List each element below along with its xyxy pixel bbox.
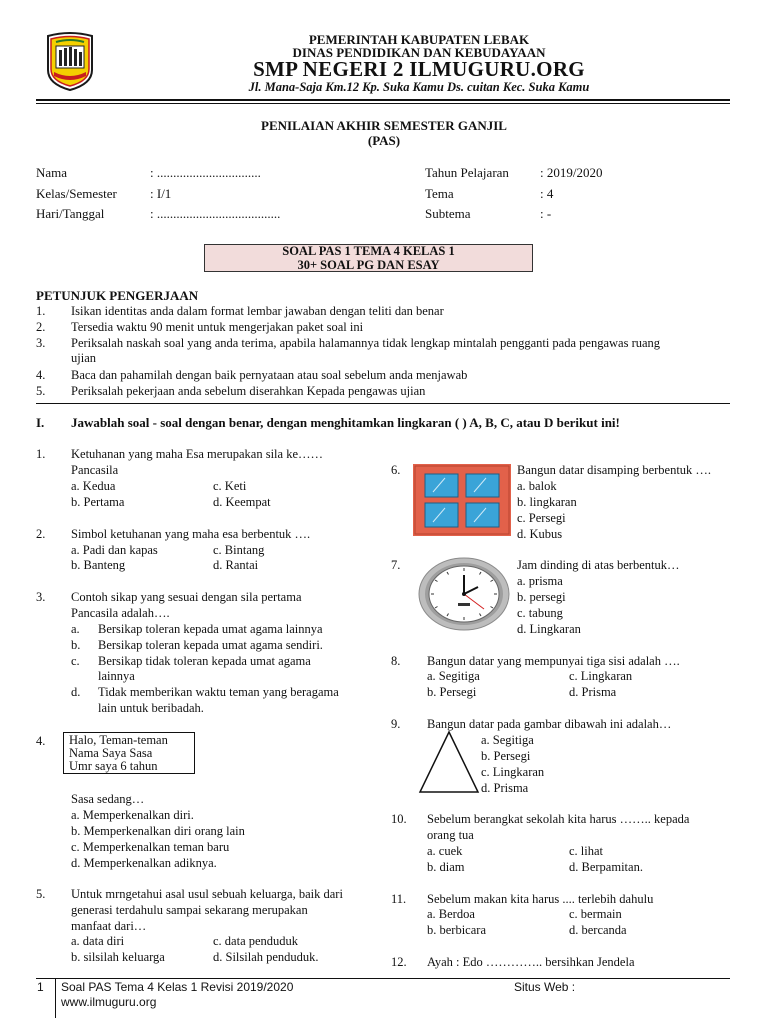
question-text: Bangun datar pada gambar dibawah ini adalah… xyxy=(427,717,672,731)
option-b[interactable]: b. Persegi xyxy=(427,685,477,699)
speech-text-box xyxy=(63,732,195,774)
option-b[interactable]: b. Banteng xyxy=(71,558,126,572)
speech-line: Umr saya 6 tahun xyxy=(69,759,158,773)
question-number: 9. xyxy=(391,717,401,731)
question-text: generasi terdahulu sampai sekarang merupakan xyxy=(71,903,308,917)
identity-label-tanggal: Hari/Tanggal xyxy=(36,206,105,221)
option-d[interactable]: d. Prisma xyxy=(569,685,617,699)
option-a[interactable]: a. Segitiga xyxy=(427,669,480,683)
option-d[interactable]: d. Keempat xyxy=(213,495,271,509)
identity-label-tema: Tema xyxy=(425,186,454,201)
option-b[interactable]: b. persegi xyxy=(517,590,566,604)
question-text: Sebelum berangkat sekolah kita harus …….. kepada xyxy=(427,812,690,826)
option-d-cont[interactable]: lain untuk beribadah. xyxy=(98,701,204,715)
exam-info-line1: SOAL PAS 1 TEMA 4 KELAS 1 xyxy=(282,244,455,258)
option-d[interactable]: d. Kubus xyxy=(517,527,563,541)
question-text: orang tua xyxy=(427,828,474,842)
option-c[interactable]: c. Lingkaran xyxy=(569,669,633,683)
identity-value-kelas: : I/1 xyxy=(150,186,172,201)
window-image xyxy=(413,464,511,536)
option-c-cont[interactable]: lainnya xyxy=(98,669,135,683)
question-number: 7. xyxy=(391,558,401,572)
identity-label-nama: Nama xyxy=(36,165,68,180)
question-number: 1. xyxy=(36,447,46,461)
option-b[interactable]: Bersikap toleran kepada umat agama sendiri. xyxy=(98,638,323,652)
question-text: manfaat dari… xyxy=(71,919,147,933)
header-government: PEMERINTAH KABUPATEN LEBAK xyxy=(308,32,530,47)
identity-label-kelas: Kelas/Semester xyxy=(36,186,117,201)
option-d[interactable]: d. Prisma xyxy=(481,781,529,795)
question-number: 10. xyxy=(391,812,407,826)
option-b[interactable]: b. Memperkenalkan diri orang lain xyxy=(71,824,245,838)
option-a[interactable]: a. Kedua xyxy=(71,479,116,493)
option-a[interactable]: a. Padi dan kapas xyxy=(71,543,158,557)
question-text: Untuk mrngetahui asal usul sebuah keluarga, baik dari xyxy=(71,887,343,901)
page-number: 1 xyxy=(37,980,44,994)
question-number: 2. xyxy=(36,527,46,541)
option-c-key: c. xyxy=(71,654,80,668)
identity-value-tanggal: : ...................................... xyxy=(150,206,281,221)
question-text: Contoh sikap yang sesuai dengan sila pertama xyxy=(71,590,302,604)
footer-site-label: Situs Web : xyxy=(514,980,576,994)
question-text: Bangun datar yang mempunyai tiga sisi adalah …. xyxy=(427,654,680,668)
exam-subtitle: (PAS) xyxy=(367,133,401,148)
footer-website-link[interactable]: www.ilmuguru.org xyxy=(61,995,157,1009)
option-c[interactable]: c. Bintang xyxy=(213,543,265,557)
question-text: Sasa sedang… xyxy=(71,792,145,806)
option-c[interactable]: c. data penduduk xyxy=(213,934,299,948)
option-d[interactable]: d. Memperkenalkan adiknya. xyxy=(71,856,217,870)
triangle-image xyxy=(418,730,480,794)
option-c[interactable]: c. Keti xyxy=(213,479,247,493)
option-a-key: a. xyxy=(71,622,80,636)
option-a[interactable]: a. Segitiga xyxy=(481,733,534,747)
question-text: Ketuhanan yang maha Esa merupakan sila ke…… xyxy=(71,447,323,461)
option-b[interactable]: b. silsilah keluarga xyxy=(71,950,165,964)
question-number: 5. xyxy=(36,887,46,901)
identity-value-tahun: : 2019/2020 xyxy=(540,165,603,180)
exam-info-line2: 30+ SOAL PG DAN ESAY xyxy=(297,257,440,272)
header-school-name: SMP NEGERI 2 ILMUGURU.ORG xyxy=(253,57,585,81)
option-d[interactable]: d. Rantai xyxy=(213,558,259,572)
question-text: Simbol ketuhanan yang maha esa berbentuk …. xyxy=(71,527,311,541)
identity-label-subtema: Subtema xyxy=(425,206,471,221)
footer-doc-title: Soal PAS Tema 4 Kelas 1 Revisi 2019/2020 xyxy=(61,980,294,994)
question-number: 3. xyxy=(36,590,46,604)
speech-line: Nama Saya Sasa xyxy=(69,746,153,760)
wall-clock-image xyxy=(418,557,510,631)
instructions-title: PETUNJUK PENGERJAAN xyxy=(36,288,199,303)
option-c[interactable]: c. Lingkaran xyxy=(481,765,545,779)
question-number: 8. xyxy=(391,654,401,668)
option-d[interactable]: d. Silsilah penduduk. xyxy=(213,950,319,964)
option-b[interactable]: b. Persegi xyxy=(481,749,531,763)
option-a[interactable]: a. Berdoa xyxy=(427,907,475,921)
identity-value-tema: : 4 xyxy=(540,186,554,201)
footer-vertical-divider xyxy=(55,978,56,1018)
question-number: 6. xyxy=(391,463,401,477)
option-d[interactable]: d. bercanda xyxy=(569,923,627,937)
question-text: Pancasila adalah…. xyxy=(71,606,170,620)
option-c[interactable]: c. bermain xyxy=(569,907,622,921)
question-number: 11. xyxy=(391,892,407,906)
option-d-key: d. xyxy=(71,685,81,699)
question-text: Ayah : Edo ………….. bersihkan Jendela xyxy=(427,955,635,969)
section-instruction: Jawablah soal - soal dengan benar, dengan menghitamkan lingkaran ( ) A, B, C, atau D berikut ini! xyxy=(71,415,620,430)
section-number: I. xyxy=(36,415,45,430)
option-b[interactable]: b. Pertama xyxy=(71,495,125,509)
option-a[interactable]: a. cuek xyxy=(427,844,463,858)
header-divider-thin xyxy=(36,103,730,104)
question-text: Pancasila xyxy=(71,463,119,477)
question-number: 12. xyxy=(391,955,407,969)
option-b[interactable]: b. berbicara xyxy=(427,923,486,937)
identity-label-tahun: Tahun Pelajaran xyxy=(425,165,509,180)
question-text: Jam dinding di atas berbentuk… xyxy=(517,558,680,572)
identity-value-nama: : ................................ xyxy=(150,165,261,180)
option-a[interactable]: a. data diri xyxy=(71,934,125,948)
option-a[interactable]: a. balok xyxy=(517,479,557,493)
option-a[interactable]: a. Memperkenalkan diri. xyxy=(71,808,194,822)
option-c[interactable]: c. Memperkenalkan teman baru xyxy=(71,840,230,854)
exam-page: PEMERINTAH KABUPATEN LEBAK DINAS PENDIDIKAN DAN KEBUDAYAAN SMP NEGERI 2 ILMUGURU.ORG Jl. Mana-Saja Km.12 Kp. Suka Kamu Ds. cuitan Kec. Suka Kamu PENILAIAN AKHIR SEMESTER GANJIL (PAS) Nama : ................................ Kelas/Semester : I/1 Hari/Tanggal : ...................................... Tahun Pelajaran : 2019/2020 Tema : 4 Subtema : - SOAL PAS 1 TEMA 4 KELAS 1 30+ SOAL PG DAN ESAY PETUNJUK PENGERJAAN 1. Isikan identitas anda dalam format lembar jawaban dengan teliti dan benar 2. Tersedia waktu 90 menit untuk mengerjakan paket soal ini 3. Periksalah naskah soal yang anda terima, apabila halamannya tidak lengkap mintalah pengganti pada pengawas ruang ujian 4. Baca dan pahamilah dengan baik pernyataan atau soal sebelum anda menjawab 5. Periksalah pekerjaan anda sebelum diserahkan Kepada pengawas ujian I. Jawablah soal - soal dengan benar, dengan menghitamkan lingkaran ( ) A, B, C, atau D berikut ini! 1. Ketuhanan yang maha Esa merupakan sila ke…… Pancasila a. Kedua c. Keti b. Pertama d. Keempat 2. Simbol ketuhanan yang maha esa berbentuk …. a. Padi dan kapas c. Bintang b. Banteng d. Rantai 3. Contoh sikap yang sesuai dengan sila pertama Pancasila adalah…. a. Bersikap toleran kepada umat agama lainnya b. Bersikap toleran kepada umat agama sendiri. c. Bersikap tidak toleran kepada umat agama lainnya d. Tidak memberikan waktu teman yang beragama lain untuk beribadah. 4. Halo, Teman-teman Nama Saya Sasa Umr saya 6 tahun Sasa sedang… a. Memperkenalkan diri. b. Memperkenalkan diri orang lain c. Memperkenalkan teman baru d. Memperkenalkan adiknya. 5. Untuk mrngetahui asal usul sebuah keluarga, baik dari generasi terdahulu sampai sekarang merupakan manfaat dari… a. data diri c. data penduduk b. silsilah keluarga d. Silsilah penduduk. 6. Bangun datar disamping berbentuk …. a. balok b. lingkaran c. Persegi d. Kubus 7. Jam dinding di atas berbentuk… a. prisma b. persegi c. tabung d. Lingkaran 8. Bangun datar yang mempunyai tiga sisi adalah …. a. Segitiga c. Lingkaran b. Persegi d. Prisma 9. Bangun datar pada gambar dibawah ini adalah… a. Segitiga b. Persegi c. Lingkaran d. Prisma 10. Sebelum berangkat sekolah kita harus …….. kepada orang tua a. cuek c. lihat b. diam d. Berpamitan. 11. Sebelum makan kita harus .... terlebih dahulu a. Berdoa c. bermain b. berbicara d. bercanda 12. Ayah : Edo ………….. bersihkan Jendela 1 Soal PAS Tema 4 Kelas 1 Revisi 2019/2020 www.ilmuguru.org Situs Web : xyxy=(0,0,768,1024)
option-c[interactable]: c. lihat xyxy=(569,844,604,858)
option-b-key: b. xyxy=(71,638,81,652)
option-b[interactable]: b. diam xyxy=(427,860,465,874)
question-number: 4. xyxy=(36,734,46,748)
option-a[interactable]: Bersikap toleran kepada umat agama lainnya xyxy=(98,622,323,636)
question-text: Sebelum makan kita harus .... terlebih dahulu xyxy=(427,892,654,906)
option-a[interactable]: a. prisma xyxy=(517,574,563,588)
option-b[interactable]: b. lingkaran xyxy=(517,495,577,509)
option-d[interactable]: d. Berpamitan. xyxy=(569,860,643,874)
speech-line: Halo, Teman-teman xyxy=(69,733,168,747)
exam-info-box xyxy=(204,244,533,272)
option-c[interactable]: c. tabung xyxy=(517,606,563,620)
option-d[interactable]: d. Lingkaran xyxy=(517,622,581,636)
header-address: Jl. Mana-Saja Km.12 Kp. Suka Kamu Ds. cuitan Kec. Suka Kamu xyxy=(248,80,590,94)
header-department: DINAS PENDIDIKAN DAN KEBUDAYAAN xyxy=(292,45,546,60)
option-c[interactable]: Bersikap tidak toleran kepada umat agama xyxy=(98,654,311,668)
identity-value-subtema: : - xyxy=(540,206,552,221)
instructions-divider xyxy=(36,403,730,404)
option-c[interactable]: c. Persegi xyxy=(517,511,566,525)
footer-divider xyxy=(36,978,730,979)
question-text: Bangun datar disamping berbentuk …. xyxy=(517,463,712,477)
header-divider-thick xyxy=(36,99,730,101)
option-d[interactable]: Tidak memberikan waktu teman yang beragama xyxy=(98,685,339,699)
exam-title: PENILAIAN AKHIR SEMESTER GANJIL xyxy=(261,118,507,133)
